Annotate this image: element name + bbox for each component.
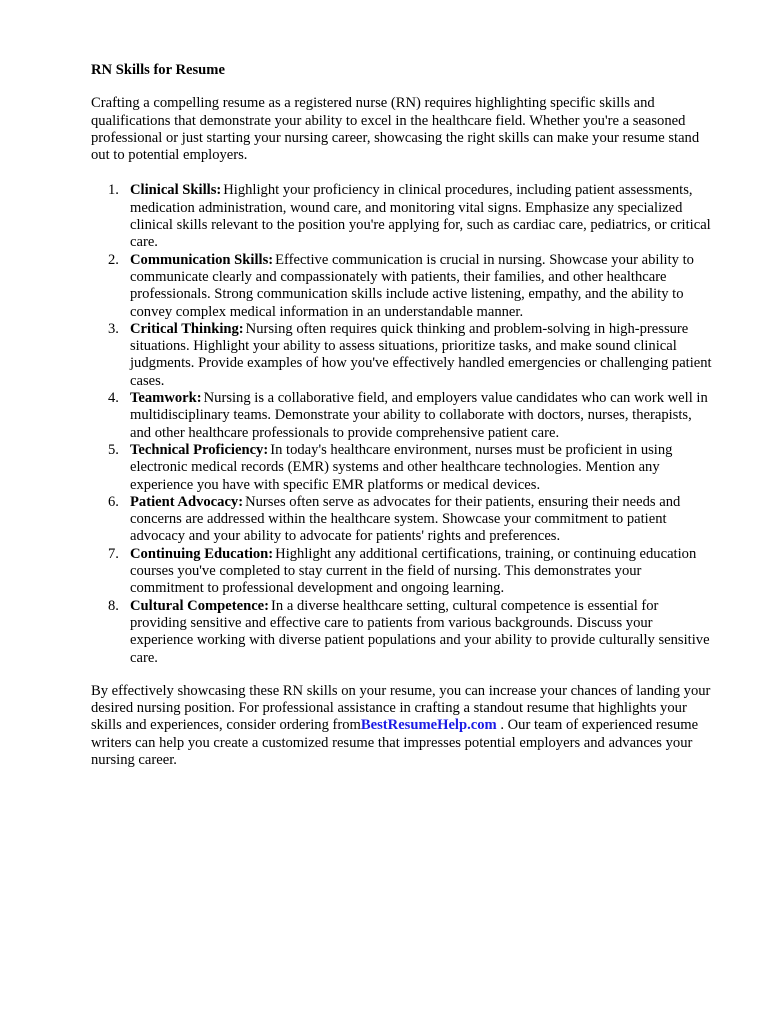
skill-name: Patient Advocacy:: [130, 493, 244, 510]
skill-description: Nursing is a collaborative field, and employers value candidates who can work well in multidisciplinary teams. Demonstrate your ability to collaborate with doctors, nurses, therapists, and other healthcare professionals to provide comprehensive patient care.: [130, 390, 708, 441]
intro-paragraph: Crafting a compelling resume as a registered nurse (RN) requires highlighting specific skills and qualifications that demonstrate your ability to excel in the healthcare field. Whether you're a seasoned professional or just starting your nursing career, showcasing the right skills can make your resume stand out to potential employers.: [91, 95, 700, 164]
closing-paragraph: [91, 683, 716, 769]
skill-number: 1.: [108, 182, 119, 199]
skill-item-clinical: [91, 182, 716, 251]
skills-list: [91, 182, 716, 666]
skill-item-teamwork: [91, 390, 716, 442]
skill-description: Highlight your proficiency in clinical procedures, including patient assessments, medication administration, wound care, and monitoring vital signs. Emphasize any specialized clinical skills relevant to the position you're applying for, such as cardiac care, pediatrics, or critical care.: [130, 182, 711, 251]
bestresumehelp-link[interactable]: BestResumeHelp.com: [360, 717, 497, 734]
skill-item-critical-thinking: [91, 321, 716, 390]
skill-number: 4.: [108, 390, 119, 407]
skill-item-continuing-education: [91, 546, 716, 598]
skill-number: 3.: [108, 320, 119, 337]
skill-item-communication: [91, 252, 716, 321]
skill-name: Cultural Competence:: [130, 597, 270, 614]
skill-description: Nurses often serve as advocates for their patients, ensuring their needs and concerns are addressed within the healthcare system. Showcase your commitment to patient advocacy and your ability to advocate for patients' rights and preferences.: [130, 493, 681, 545]
skill-number: 7.: [108, 545, 119, 562]
skill-number: 6.: [108, 493, 119, 510]
skill-number: 2.: [108, 251, 119, 268]
skill-description: Effective communication is crucial in nursing. Showcase your ability to communicate clearly and compassionately with patients, their families, and other healthcare professionals. Strong communication skills include active listening, empathy, and the ability to convey complex medical information in an understandable manner.: [130, 251, 694, 320]
skill-name: Communication Skills:: [130, 251, 274, 268]
skill-name: Continuing Education:: [130, 545, 274, 562]
skill-description: In today's healthcare environment, nurses must be proficient in using electronic medical records (EMR) systems and other healthcare technologies. Mention any experience you have with specific EMR platforms or medical devices.: [130, 441, 673, 493]
skill-description: Nursing often requires quick thinking and problem-solving in high-pressure situations. Highlight your ability to assess situations, prioritize tasks, and make sound clinical judgments. Provide examples of how you've effectively handled emergencies or challenging patient cases.: [130, 320, 712, 389]
skill-name: Critical Thinking:: [130, 320, 244, 337]
skill-name: Technical Proficiency:: [130, 441, 269, 458]
skill-name: Clinical Skills:: [130, 182, 222, 199]
skill-name: Teamwork:: [130, 390, 202, 407]
skill-description: In a diverse healthcare setting, cultural competence is essential for providing sensitive and effective care to patients from various backgrounds. Discuss your experience working with diverse patient populations and your ability to provide culturally sensitive care.: [130, 597, 710, 666]
skill-item-advocacy: [91, 494, 716, 546]
skill-description: Highlight any additional certifications, training, or continuing education courses you've completed to stay current in the field of nursing. This demonstrates your commitment to professional development and ongoing learning.: [130, 545, 697, 597]
skill-item-technical: [91, 442, 716, 494]
skill-number: 8.: [108, 597, 119, 614]
skill-number: 5.: [108, 441, 119, 458]
document-title: RN Skills for Resume: [91, 62, 225, 78]
closing-text-after-link: . Our team of experienced resume writers can help you create a customized resume that impresses potential employers and advances your nursing career.: [91, 717, 699, 768]
skill-item-cultural: [91, 598, 716, 667]
closing-text-before-link: By effectively showcasing these RN skills on your resume, you can increase your chances of landing your desired nursing position. For professional assistance in crafting a standout resume that highlights your skills and experiences, consider ordering from: [91, 682, 711, 734]
